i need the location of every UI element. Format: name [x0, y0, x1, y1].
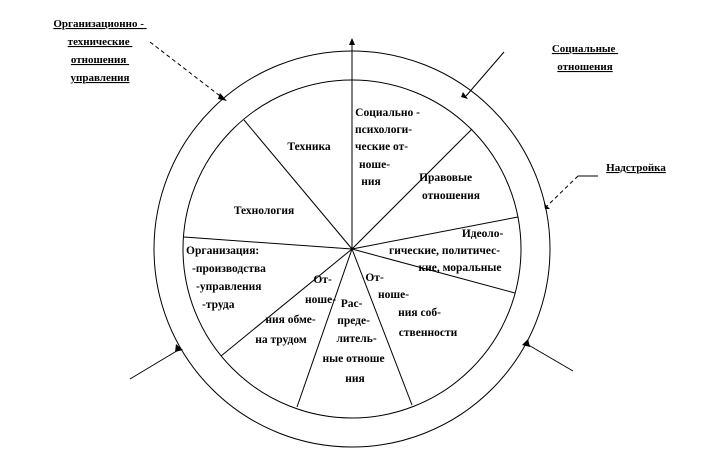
sector-legal: Правовые отношения [419, 172, 480, 202]
sector-property: От- ноше- ния соб- ственности [365, 272, 458, 339]
outer-pointers [130, 38, 598, 379]
label-org-tech: Организационно - технические отношения управления [53, 18, 144, 84]
sector-technology: Технология [233, 205, 295, 217]
sector-organization: Организация: -производства -управления -труда [186, 245, 266, 311]
sector-social-psych: Социально - психологи- ческие от- ноше- ния [354, 107, 420, 188]
sector-technika: Техника [287, 141, 331, 153]
sector-ideology: Идеоло- гические, политичес- кие, моральные [389, 228, 504, 274]
sector-distribution: Рас- преде- литель- ные отноше ния [322, 298, 385, 385]
sector-exchange: От- ноше- ния обме- на трудом [255, 274, 337, 346]
label-social: Социальные отношения [551, 43, 616, 73]
label-superstructure: Надстройка [606, 162, 666, 174]
